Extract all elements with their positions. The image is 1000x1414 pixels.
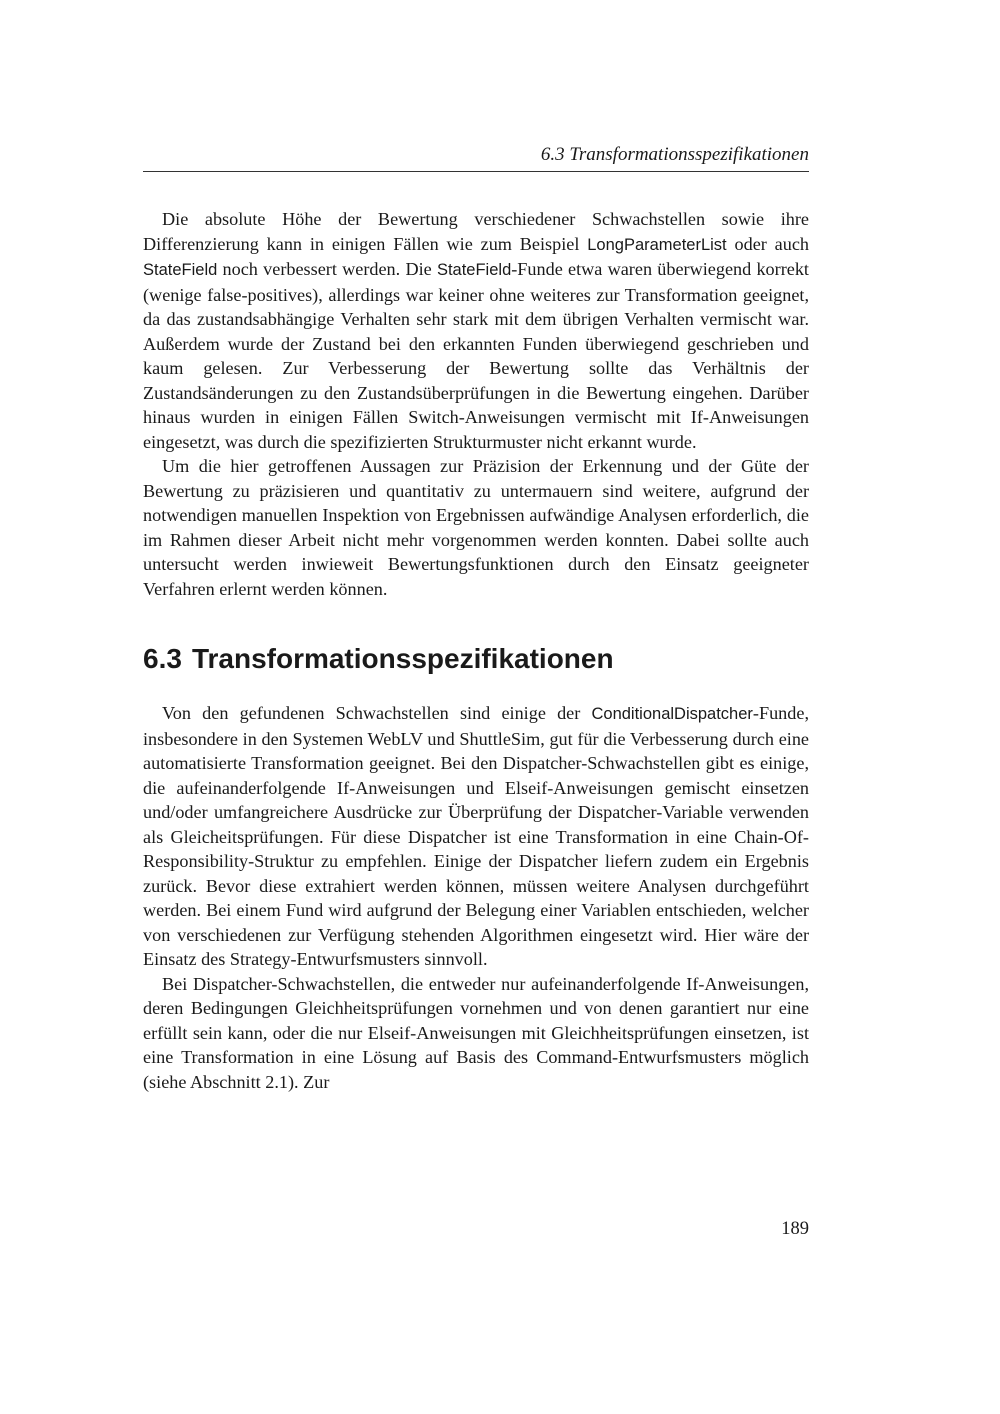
section-heading — [143, 642, 809, 676]
paragraph-4 — [143, 972, 809, 1095]
text-run: oder auch — [726, 233, 809, 254]
code-term-longparameterlist: LongParameterList — [587, 235, 727, 254]
code-term-statefield: StateField — [143, 261, 218, 279]
text-run: Um die hier getroffenen Aussagen zur Präzision der Erkennung und der Güte der Bewertung zu präzisieren und quantitativ zu untermauern sind weitere, aufgrund der notwendigen manuellen Inspektion von Ergebnissen aufwändige Analysen erforderlich, die im Rahmen dieser Arbeit nicht mehr vorgenommen werden konnten. Dabei sollte auch untersucht werden inwieweit Bewertungsfunktionen durch den Einsatz geeigneter Verfahren erlernt werden können. — [143, 456, 809, 599]
book-page — [143, 0, 809, 1414]
text-run: Von den gefundenen Schwachstellen sind einige der — [162, 703, 592, 723]
section-title: Transformationsspezifikationen — [191, 643, 614, 674]
text-run: Bei Dispatcher-Schwachstellen, die entweder nur aufeinanderfolgende If-Anweisungen, deren Bedingungen Gleichheitsprüfungen vornehmen und von denen garantiert nur eine erfüllt sein kann, oder die nur Elseif-Anweisungen mit Gleichheitsprüfungen einsetzen, ist eine Transformation in eine Lösung auf Basis des Command-Entwurfsmusters möglich (siehe Abschnitt 2.1). Zur — [143, 973, 809, 1092]
section-number: 6.3 — [143, 643, 182, 674]
code-term-statefield: StateField — [436, 261, 512, 279]
text-run: -Funde etwa waren überwiegend korrekt (wenige false-positives), allerdings war keiner ohne weiteres zur Transformation geeignet, da das zustandsabhängige Verhalten sehr stark mit dem übrigen Verhalten vermischt war. Außerdem wurde der Zustand bei den erkannten Funden überwiegend geschrieben und kaum gelesen. Zur Verbesserung der Bewertung sollte das Verhältnis der Zustandsänderungen zu den Zustandsüberprüfungen in die Bewertung eingehen. Darüber hinaus wurden in einigen Fällen Switch-Anweisungen vermischt mit If-Anweisungen eingesetzt, was durch die spezifizierten Strukturmuster nicht erkannt wurde. — [143, 259, 809, 452]
header-rule — [143, 171, 809, 172]
text-run: -Funde, insbesondere in den Systemen WebLV und ShuttleSim, gut für die Verbesserung durch eine automatisierte Transformation geeignet. Bei den Dispatcher-Schwachstellen gibt es einige, die aufeinanderfolgende If-Anweisungen und Elseif-Anweisungen gemischt einsetzen und/oder umfangreichere Ausdrücke zur Überprüfung der Dispatcher-Variable verwenden als Gleicheitsprüfungen. Für diese Dispatcher ist eine Transformation in eine Chain-Of-Responsibility-Struktur zu empfehlen. Einige der Dispatcher liefern zudem ein Ergebnis zurück. Bevor diese extrahiert werden können, müssen weitere Analysen durchgeführt werden. Bei einem Fund wird aufgrund der Belegung einer Variablen entschieden, welcher von verschiedenen zur Verfügung stehenden Algorithmen eingesetzt wird. Hier wäre der Einsatz des Strategy-Entwurfsmusters sinnvoll. — [143, 703, 809, 969]
code-term-conditionaldispatcher: ConditionalDispatcher — [591, 705, 753, 723]
paragraph-2 — [143, 454, 809, 601]
page-number: 189 — [781, 1219, 809, 1239]
paragraph-1 — [143, 207, 809, 454]
text-run: Die absolute Höhe der Bewertung verschiedener Schwachstellen sowie ihre Differenzierung kann in einigen Fällen wie zum Beispiel — [143, 209, 809, 254]
text-run: noch verbessert werden. Die — [217, 259, 437, 279]
paragraph-3 — [143, 701, 809, 972]
running-header: 6.3 Transformationsspezifikationen — [540, 144, 809, 165]
body-text — [143, 207, 809, 1094]
